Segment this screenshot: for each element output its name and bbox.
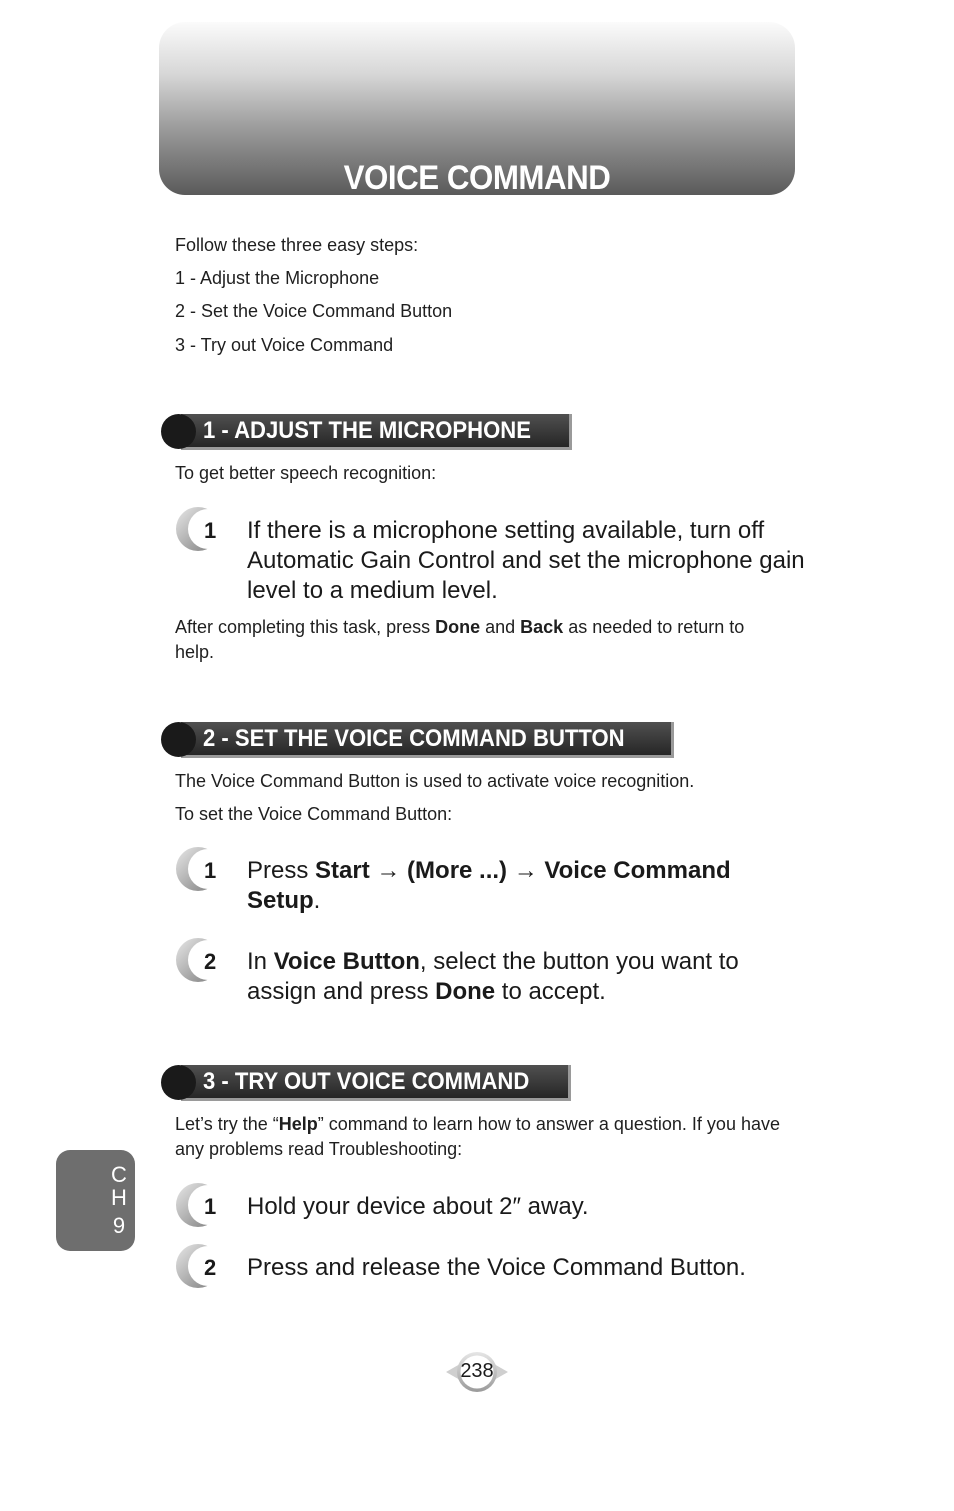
note-text: and [480,617,521,637]
step-badge-icon [175,506,231,552]
section-note [175,615,785,665]
chapter-letter: H [111,1185,127,1210]
bullet-circle-icon [161,414,196,449]
intro-item: 3 - Try out Voice Command [175,335,394,355]
start-menu-label: Start [315,857,370,884]
step-text: Hold your device about 2″ away. [247,1193,589,1220]
section-heading-text: 2 - SET THE VOICE COMMAND BUTTON [203,725,625,752]
arrow-right-icon: → [507,857,545,884]
intro-lead: Follow these three easy steps: [175,235,419,255]
desc-text: Let’s try the “ [175,1114,279,1134]
step-badge-icon [175,937,231,983]
step-badge-icon [175,846,231,892]
note-text: After completing this task, press [175,617,436,637]
section-bar [181,414,572,450]
section-bar [181,722,674,758]
step-badge-icon [175,1243,231,1289]
step-text-part: to accept. [495,978,606,1005]
step-text-part: , select the button you want to assign and press [247,948,739,1005]
chapter-letter: 9 [112,1213,126,1238]
step-number: 1 [204,858,217,883]
more-menu-label: (More ...) [407,857,508,884]
step-text-part: Press [247,857,316,884]
back-key-label: Back [520,617,564,637]
intro-item: 2 - Set the Voice Command Button [175,301,453,321]
step-number: 1 [204,518,217,543]
page-number-badge [446,1350,508,1394]
section-bar [181,1065,571,1101]
step-number: 2 [204,1255,217,1280]
section-description: To set the Voice Command Button: [175,804,453,824]
section-heading-text: 3 - TRY OUT VOICE COMMAND [203,1068,530,1095]
step-text [247,947,787,1007]
help-command-label: Help [278,1114,318,1134]
step-text-part: In [247,948,274,975]
voice-button-label: Voice Button [273,948,420,975]
step-text: If there is a microphone setting available, turn off Automatic Gain Control and set the microphone gain level to a medium level. [247,517,805,604]
section-description [175,1112,795,1162]
chapter-letter: C [111,1162,127,1187]
page-number: 238 [460,1360,494,1382]
note-text: as needed to return to help. [175,617,745,662]
intro-item: 1 - Adjust the Microphone [175,268,380,288]
section-heading-text: 1 - ADJUST THE MICROPHONE [203,417,531,444]
done-key-label: Done [435,978,496,1005]
done-key-label: Done [435,617,481,637]
step-text: Press and release the Voice Command Button. [247,1254,746,1281]
voice-command-setup-label: Voice Command Setup [247,857,731,914]
bullet-circle-icon [161,1065,196,1100]
step-number: 1 [204,1194,217,1219]
header-banner [159,22,795,195]
step-number: 2 [204,949,217,974]
arrow-right-icon: → [369,857,408,884]
step-text-part: . [313,887,321,914]
section-description: To get better speech recognition: [175,463,437,483]
step-badge-icon [175,1182,231,1228]
bullet-circle-icon [161,722,196,757]
step-text [247,856,787,916]
page-title: VOICE COMMAND [343,159,611,197]
desc-text: ” command to learn how to answer a question. If you have any problems read Troubleshooting: [175,1114,780,1159]
section-description: The Voice Command Button is used to activate voice recognition. [175,771,695,791]
